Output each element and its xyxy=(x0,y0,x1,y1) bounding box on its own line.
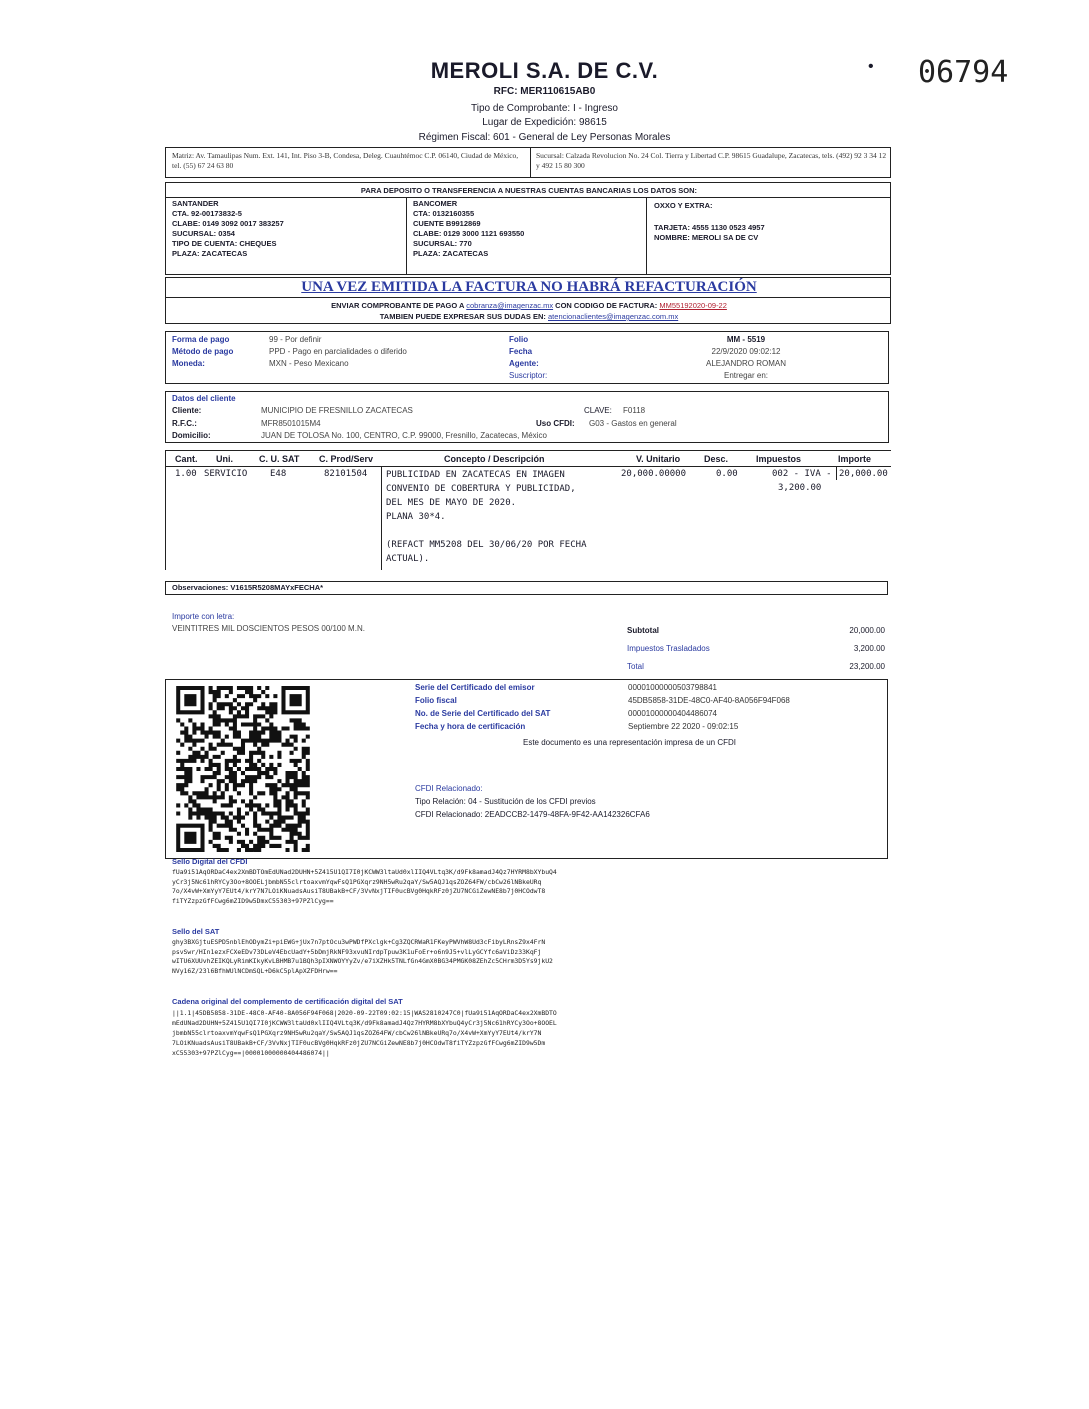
moneda-value: MXN - Peso Mexicano xyxy=(269,359,349,368)
entregar-en: Entregar en: xyxy=(723,371,769,380)
agente-label: Agente: xyxy=(509,359,539,368)
impuestos-value: 3,200.00 xyxy=(853,644,885,653)
sello-line: ghy3BXGjtuESPD5nblEhODymZi+piEWG+jUx7n7ptOcu3wPWDfPXclgk+Cg3ZQCRWaR1FKeyPWVhW8Ud3cFibyLRnsZ9x4FrN xyxy=(172,938,546,946)
enviar-text: ENVIAR COMPROBANTE DE PAGO A xyxy=(331,301,465,310)
uso-value: G03 - Gastos en general xyxy=(589,419,677,428)
moneda-label: Moneda: xyxy=(172,359,205,368)
metodo-value: PPD - Pago en parcialidades o diferido xyxy=(269,347,407,356)
description-line: DEL MES DE MAYO DE 2020. xyxy=(386,498,517,508)
description-line: CONVENIO DE COBERTURA Y PUBLICIDAD, xyxy=(386,484,576,494)
oxxo-line: TARJETA: 4555 1130 0523 4957 xyxy=(654,223,765,232)
subtotal-label: Subtotal xyxy=(627,626,659,635)
company-name: MEROLI S.A. DE C.V. xyxy=(430,58,659,83)
items-table xyxy=(165,450,891,570)
sello-cfdi xyxy=(172,868,557,906)
observaciones: Observaciones: V1615R5208MAYxFECHA* xyxy=(172,583,324,592)
description-line: PUBLICIDAD EN ZACATECAS EN IMAGEN xyxy=(386,470,565,480)
suscriptor-label: Suscriptor: xyxy=(509,371,548,380)
metodo-label: Método de pago xyxy=(172,347,234,356)
total-label: Total xyxy=(627,662,644,671)
cliente-label: Cliente: xyxy=(172,406,202,415)
item-uni: SERVICIO xyxy=(204,469,248,479)
lugar-expedicion: Lugar de Expedición: 98615 xyxy=(482,117,607,128)
oxxo-line: OXXO Y EXTRA: xyxy=(654,201,713,210)
item-prod: 82101504 xyxy=(324,469,368,479)
serie-emisor-value: 00001000000503798841 xyxy=(628,683,717,692)
cliente-value: MUNICIPIO DE FRESNILLO ZACATECAS xyxy=(261,406,413,415)
col-header-desc: Desc. xyxy=(704,454,729,464)
description-line: ACTUAL). xyxy=(386,554,430,564)
serie-sat-value: 00001000000404486074 xyxy=(628,709,717,718)
sello-line: NVy16Z/23l6BfhWUlNCDmSQL+D6kC5plApXZFDHrw== xyxy=(172,966,338,975)
bancomer-line: CLABE: 0129 3000 1121 693550 xyxy=(413,229,525,238)
santander-line: PLAZA: ZACATECAS xyxy=(172,249,248,258)
matriz-address: Matriz: Av. Tamaulipas Num. Ext. 141, Int. Piso 3-B, Condesa, Deleg. Cuauhtémoc C.P. 06140, Ciudad de México, tel. (55) 67 24 63 80 xyxy=(172,151,519,170)
sello-line: fUa9i51AqORDaC4ex2XmBDTOmEdUNad2DUHN+5Z415U1QI7I0jKCWW3ltaUd0xlIIQ4VLtq3K/d9Fk8amadJ4Qz7HYRM8bXYbuQ4 xyxy=(172,868,557,876)
cadena-line: ||1.1|45DB5858-31DE-48C0-AF40-8A056F94F068|2020-09-22T09:02:15|WAS2810247C0|fUa9i51AqORDaC4ex2XmBDTO xyxy=(172,1009,557,1017)
observaciones-box xyxy=(165,581,888,595)
bancomer-line: PLAZA: ZACATECAS xyxy=(413,249,489,258)
fecha-cert-value: Septiembre 22 2020 - 09:02:15 xyxy=(628,722,739,731)
importe-letra: VEINTITRES MIL DOSCIENTOS PESOS 00/100 M.N. xyxy=(172,624,365,633)
item-tax-amount: 3,200.00 xyxy=(778,483,822,493)
sello-sat xyxy=(172,938,553,976)
col-header-impuestos: Impuestos xyxy=(756,454,802,464)
representacion-note: Este documento es una representación impresa de un CFDI xyxy=(523,738,737,747)
company-rfc: RFC: MER110615AB0 xyxy=(493,86,596,97)
divider xyxy=(166,197,890,198)
client-box xyxy=(165,391,889,443)
dudas-text: TAMBIEN PUEDE EXPRESAR SUS DUDAS EN: xyxy=(379,312,546,321)
folio-fiscal-value: 45DB5858-31DE-48C0-AF40-8A056F94F068 xyxy=(628,696,790,705)
item-description xyxy=(386,468,586,566)
description-line: (REFACT MM5208 DEL 30/06/20 POR FECHA xyxy=(386,540,587,550)
bancomer-line: BANCOMER xyxy=(413,199,458,208)
forma-value: 99 - Por definir xyxy=(269,335,322,344)
tipo-relacion: Tipo Relación: 04 - Sustitución de los CFDI previos xyxy=(415,797,596,806)
serie-sat-label: No. de Serie del Certificado del SAT xyxy=(415,709,551,718)
fecha-label: Fecha xyxy=(509,347,533,356)
impuestos-label: Impuestos Trasladados xyxy=(627,644,710,653)
no-refacturacion-notice: UNA VEZ EMITIDA LA FACTURA NO HABRÁ REFACTURACIÓN xyxy=(301,279,757,295)
cadena-label: Cadena original del complemento de certificación digital del SAT xyxy=(172,997,403,1006)
clave-value: F0118 xyxy=(623,406,646,415)
col-header-uni: Uni. xyxy=(216,454,233,464)
enviar-mid-text: CON CODIGO DE FACTURA: xyxy=(555,301,658,310)
description-line: PLANA 30*4. xyxy=(386,512,446,522)
sello-line: 7o/X4vW+XmYyY7EUt4/krY7N7LOiKNuadsAusiT8UBakB+CF/3VvNxjTIF0ucBVg0HqkRFz0jZU7NCGiZewNE8b7j0HCOdwT8 xyxy=(172,887,546,895)
atencion-email-link[interactable]: atencionaclientes@imagenzac.com.mx xyxy=(548,312,679,321)
item-importe: 20,000.00 xyxy=(839,469,888,479)
divider xyxy=(836,466,837,480)
qr-modules xyxy=(176,686,310,852)
oxxo-line: NOMBRE: MEROLI SA DE CV xyxy=(654,233,759,242)
divider xyxy=(530,148,531,177)
fecha-cert-label: Fecha y hora de certificación xyxy=(415,722,526,731)
sello-cfdi-label: Sello Digital del CFDI xyxy=(172,857,248,866)
clave-label: CLAVE: xyxy=(584,406,612,415)
stamp-dot: • xyxy=(868,58,874,75)
payment-box xyxy=(165,331,889,384)
tipo-comprobante: Tipo de Comprobante: I - Ingreso xyxy=(471,103,618,114)
rfc-label: R.F.C.: xyxy=(172,419,197,428)
dudas-line xyxy=(166,312,892,322)
col-header-importe: Importe xyxy=(838,454,872,464)
cobranza-email-link[interactable]: cobranza@imagenzac.mx xyxy=(466,301,554,310)
item-discount: 0.00 xyxy=(716,469,738,479)
divider xyxy=(166,297,890,298)
item-cusat: E48 xyxy=(270,469,287,479)
bancomer-line: SUCURSAL: 770 xyxy=(413,239,472,248)
col-header-concepto: Concepto / Descripción xyxy=(444,454,545,464)
santander-line: SUCURSAL: 0354 xyxy=(172,229,235,238)
invoice-code: MM55192020-09-22 xyxy=(659,301,727,310)
folio-fiscal-label: Folio fiscal xyxy=(415,696,457,705)
cadena-line: 7LOiKNuadsAusiT8UBakB+CF/3VvNxjTIF0ucBVg0HqkRFz0jZU7NCGiZewNE8b7j0HCOdwT8fiTYZzpzGfFCwg6mZID9w5Dm xyxy=(172,1039,546,1047)
santander-block xyxy=(172,199,284,259)
divider xyxy=(406,197,407,274)
sello-sat-label: Sello del SAT xyxy=(172,927,220,936)
cadena-original xyxy=(172,1008,557,1058)
divider xyxy=(646,197,647,274)
subtotal-value: 20,000.00 xyxy=(849,626,885,635)
qr-code xyxy=(176,686,310,852)
domicilio-value: JUAN DE TOLOSA No. 100, CENTRO, C.P. 99000, Fresnillo, Zacatecas, México xyxy=(261,431,547,440)
importe-letra-label: Importe con letra: xyxy=(172,612,235,621)
folio-value: MM - 5519 xyxy=(726,335,766,344)
item-unit-value: 20,000.00000 xyxy=(621,469,687,479)
serie-emisor-label: Serie del Certificado del emisor xyxy=(415,683,535,692)
santander-line: SANTANDER xyxy=(172,199,219,208)
client-heading: Datos del cliente xyxy=(172,394,236,403)
cfdi-relacionado-uuid: CFDI Relacionado: 2EADCCB2-1479-48FA-9F42-AA142326CFA6 xyxy=(415,810,650,819)
divider xyxy=(166,466,891,467)
oxxo-block xyxy=(654,201,765,243)
folio-stamp: 06794 xyxy=(918,55,1009,90)
santander-line: TIPO DE CUENTA: CHEQUES xyxy=(172,239,277,248)
enviar-line xyxy=(166,301,892,311)
sello-line: fiTYZzpzGfFCwg6mZID9w5DmxC55303+97PZlCyg== xyxy=(172,896,334,905)
notice-box xyxy=(165,277,891,324)
sello-line: yCr3j5Nc61hRYCy3Oo+8OOELjbmbN55clrtoaxvmYqwFsQ1PGXqrz9NH5wRu2qaY/Sw5AQJ1qsZOZ64FW/cbCw26lNBkeURq xyxy=(172,877,542,886)
address-box xyxy=(165,147,891,178)
uso-label: Uso CFDI: xyxy=(536,419,575,428)
bancomer-block xyxy=(413,199,524,259)
divider xyxy=(381,466,382,570)
bancomer-line: CUENTE B9912869 xyxy=(413,219,481,228)
bancomer-line: CTA: 0132160355 xyxy=(413,209,475,218)
item-tax-type: 002 - IVA - xyxy=(772,469,832,479)
rfc-value: MFR8501015M4 xyxy=(261,419,321,428)
bank-heading: PARA DEPOSITO O TRANSFERENCIA A NUESTRAS CUENTAS BANCARIAS LOS DATOS SON: xyxy=(360,186,698,195)
col-header-prod: C. Prod/Serv xyxy=(319,454,374,464)
domicilio-label: Domicilio: xyxy=(172,431,211,440)
sucursal-address: Sucursal: Calzada Revolucion No. 24 Col. Tierra y Libertad C.P. 98615 Guadalupe, Zacatecas, tels. (492) 92 3 34 12 y 492 15 80 300 xyxy=(536,151,887,170)
agente-value: ALEJANDRO ROMAN xyxy=(705,359,786,368)
santander-line: CTA. 92-00173832-5 xyxy=(172,209,242,218)
col-header-cant: Cant. xyxy=(175,454,198,464)
santander-line: CLABE: 0149 3092 0017 383257 xyxy=(172,219,284,228)
col-header-vunitario: V. Unitario xyxy=(636,454,681,464)
item-cant: 1.00 xyxy=(175,469,197,479)
cfdi-relacionado-label: CFDI Relacionado: xyxy=(415,784,483,793)
sello-line: psvSwr/HIn1ezxFCXeEDv73DLeV4EbcUadY+5bDmjRkNF93xvuNIrdpTpuw3K1uFoEr+o6n9J5+vlLyGCYfc6aViDz33KqFj xyxy=(172,947,542,956)
total-value: 23,200.00 xyxy=(849,662,885,671)
cadena-line: xC55303+97PZlCyg==|00001000000404486074|| xyxy=(172,1049,330,1057)
cadena-line: mEdUNad2DUHN+5Z415U1QI7I0jKCWW3ltaUd0xlIIQ4VLtq3K/d9Fk8amadJ4Qz7HYRM8bXYbuQ4yCr3j5Nc61hRYCy3Oo+8OOEL xyxy=(172,1019,557,1027)
bank-box xyxy=(165,182,891,275)
fecha-value: 22/9/2020 09:02:12 xyxy=(711,347,781,356)
col-header-cusat: C. U. SAT xyxy=(259,454,300,464)
sello-line: wITU6XUUvhZEIKQLyRimKIkyKvLBHMB7u1BQh3pIXNWOYYyZv/e7iXZHk5TNLfGn4GmX0BG34PMGK08ZEhZc5CHrm3D5Ys9jkU2 xyxy=(172,957,553,965)
cadena-line: jbmbN55clrtoaxvmYqwFsQ1PGXqrz9NH5wRu2qaY/Sw5AQJ1qsZOZ64FW/cbCw26lNBkeURq7o/X4vW+XmYyY7EUt4/krY7N xyxy=(172,1029,542,1037)
regimen-fiscal: Régimen Fiscal: 601 - General de Ley Personas Morales xyxy=(418,132,671,143)
folio-label: Folio xyxy=(509,335,529,344)
forma-label: Forma de pago xyxy=(172,335,230,344)
